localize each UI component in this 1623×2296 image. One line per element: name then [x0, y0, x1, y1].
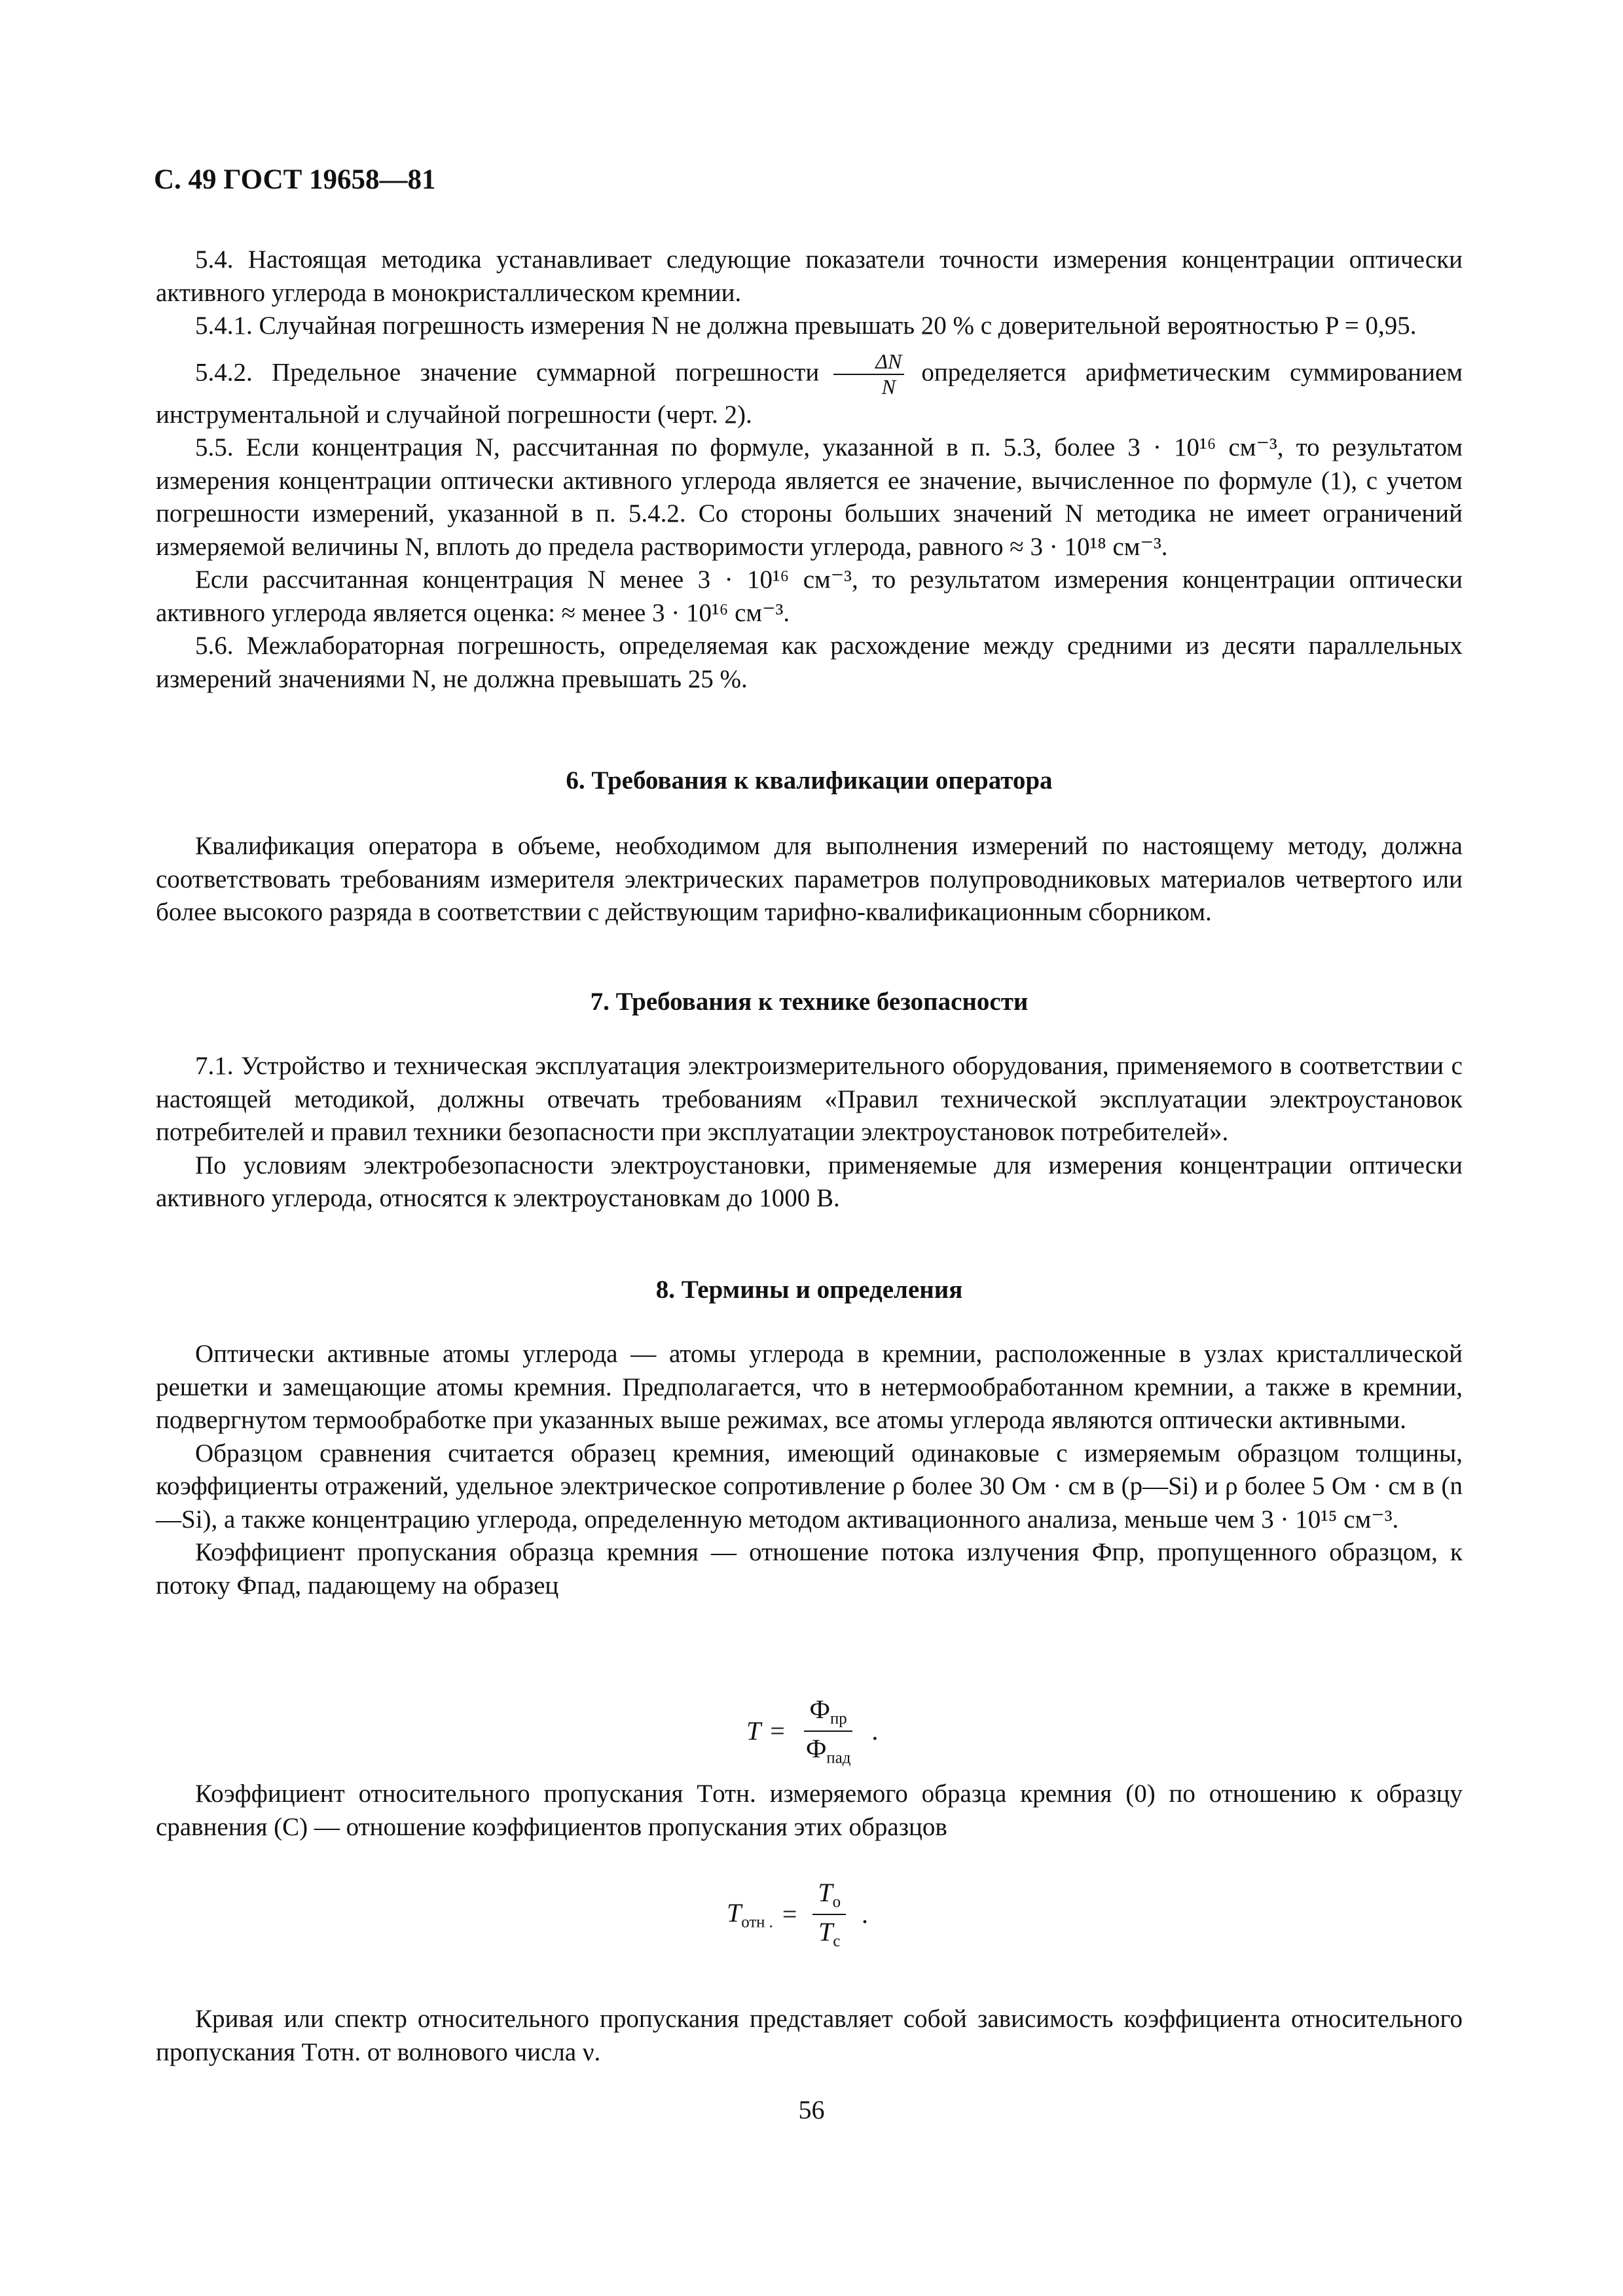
- paragraph-7-2: По условиям электробезопасности электроустановки, применяемые для измерения концентрации оптически активного углерода, относятся к электроустановкам до 1000 В.: [156, 1151, 1463, 1212]
- paragraph-5-5-note: Если рассчитанная концентрация N менее 3 · 10¹⁶ см⁻³, то результатом измерения концентрации оптически активного углерода является оценка: ≈ менее 3 · 10¹⁶ см⁻³.: [156, 565, 1463, 627]
- formula-numerator: [812, 1878, 846, 1915]
- formula-dot: .: [862, 1899, 869, 1929]
- formula-t-lhs: T: [746, 1716, 761, 1746]
- phi-subscript-pad: пад: [826, 1749, 851, 1767]
- t-subscript-c: с: [833, 1932, 841, 1950]
- paragraph-5-4-2-start: 5.4.2. Предельное значение суммарной погрешности: [195, 358, 820, 387]
- paragraph-8-3: Коэффициент пропускания образца кремния — отношение потока излучения Фпр, пропущенного образцом, к потоку Фпад, падающему на образец: [156, 1538, 1463, 1600]
- formula-relative-transmission: [727, 1878, 868, 1950]
- section-7-title: 7. Требования к технике безопасности: [590, 988, 1029, 1016]
- formula-fraction: [801, 1695, 856, 1767]
- section-8-text-3: [156, 2003, 1463, 2069]
- section-8-text: [156, 1338, 1463, 1602]
- phi-symbol: Ф: [805, 1733, 827, 1763]
- paragraph-5-4: 5.4. Настоящая методика устанавливает следующие показатели точности измерения концентрации оптически активного углерода в монокристаллическом кремнии.: [156, 245, 1463, 307]
- t-subscript-o: о: [832, 1893, 841, 1911]
- paragraph-5-4-2: [156, 351, 1463, 432]
- formula-denominator: [813, 1915, 845, 1950]
- delta-n-numerator: ΔN: [833, 351, 904, 376]
- page-header: С. 49 ГОСТ 19658—81: [154, 164, 436, 195]
- paragraph-8-2: Образцом сравнения считается образец кремния, имеющий одинаковые с измеряемым образцом толщины, коэффициенты отражений, удельное электрическое сопротивление ρ более 30 Ом · см в (p—Si) и ρ более 5 Ом · см в (n—Si), а также концентрацию углерода, определенную методом активационного анализа, меньше чем 3 · 10¹⁵ см⁻³.: [156, 1439, 1463, 1534]
- paragraph-5-5: 5.5. Если концентрация N, рассчитанная по формуле, указанной в п. 5.3, более 3 · 10¹⁶ см⁻³, то результатом измерения концентрации оптически активного углерода является ее значение, вычисленное по формуле (1), с учетом погрешности измерений, указанной в п. 5.4.2. Со стороны больших значений N методика не имеет ограничений измеряемой величины N, вплоть до предела растворимости углерода, равного ≈ 3 · 10¹⁸ см⁻³.: [156, 433, 1463, 561]
- formula-t-rel-lhs: [727, 1897, 773, 1932]
- section-7-text: [156, 1050, 1463, 1215]
- paragraph-8-1: Оптически активные атомы углерода — атомы углерода в кремнии, расположенные в узлах кристаллической решетки и замещающие атомы кремния. Предполагается, что в нетермообработанном кремнии, а также в кремнии, подвергнутом термообработке при указанных выше режимах, все атомы углерода являются оптически активными.: [156, 1340, 1463, 1434]
- formula-fraction: [812, 1878, 846, 1950]
- page-number: 56: [798, 2095, 825, 2125]
- phi-symbol: Ф: [809, 1695, 831, 1724]
- formula-equals: =: [770, 1716, 785, 1746]
- phi-subscript-pr: пр: [830, 1710, 847, 1728]
- formula-transmission: [746, 1695, 878, 1767]
- delta-n-fraction: [833, 351, 904, 399]
- section-8-title: 8. Термины и определения: [655, 1276, 963, 1304]
- formula-equals: =: [782, 1899, 797, 1929]
- paragraph-8-4: Коэффициент относительного пропускания Tотн. измеряемого образца кремния (0) по отношению к образцу сравнения (С) — отношение коэффициентов пропускания этих образцов: [156, 1780, 1463, 1841]
- section-6-text: [156, 830, 1463, 929]
- section-5-text: [156, 243, 1463, 696]
- t-symbol: T: [727, 1897, 742, 1928]
- section-8-text-2: [156, 1778, 1463, 1844]
- formula-denominator: [801, 1732, 856, 1767]
- paragraph-5-4-1: 5.4.1. Случайная погрешность измерения N не должна превышать 20 % с доверительной вероятностью P = 0,95.: [195, 312, 1417, 340]
- paragraph-5-4-2-end: определяется арифметическим суммированием инструментальной и случайной погрешности (черт. 2).: [156, 358, 1463, 429]
- paragraph-7-1: 7.1. Устройство и техническая эксплуатация электроизмерительного оборудования, применяемого в соответствии с настоящей методикой, должны отвечать требованиям «Правил технической эксплуатации электроустановок потребителей и правил техники безопасности при эксплуатации электроустановок потребителей».: [156, 1052, 1463, 1146]
- t-subscript-otn: отн .: [741, 1913, 773, 1931]
- paragraph-5-6: 5.6. Межлабораторная погрешность, определяемая как расхождение между средними из десяти параллельных измерений значениями N, не должна превышать 25 %.: [156, 632, 1463, 693]
- t-symbol: T: [818, 1878, 833, 1907]
- delta-n-denominator: N: [881, 375, 896, 399]
- paragraph-8-5: Кривая или спектр относительного пропускания представляет собой зависимость коэффициента относительного пропускания Tотн. от волнового числа ν.: [156, 2005, 1463, 2066]
- t-symbol: T: [818, 1916, 833, 1946]
- section-6-title: 6. Требования к квалификации оператора: [566, 766, 1053, 795]
- formula-numerator: [804, 1695, 852, 1732]
- formula-dot: .: [871, 1716, 879, 1746]
- paragraph-6: Квалификация оператора в объеме, необходимом для выполнения измерений по настоящему методу, должна соответствовать требованиям измерителя электрических параметров полупроводниковых материалов четвертого или более высокого разряда в соответствии с действующим тарифно-квалификационным сборником.: [156, 832, 1463, 926]
